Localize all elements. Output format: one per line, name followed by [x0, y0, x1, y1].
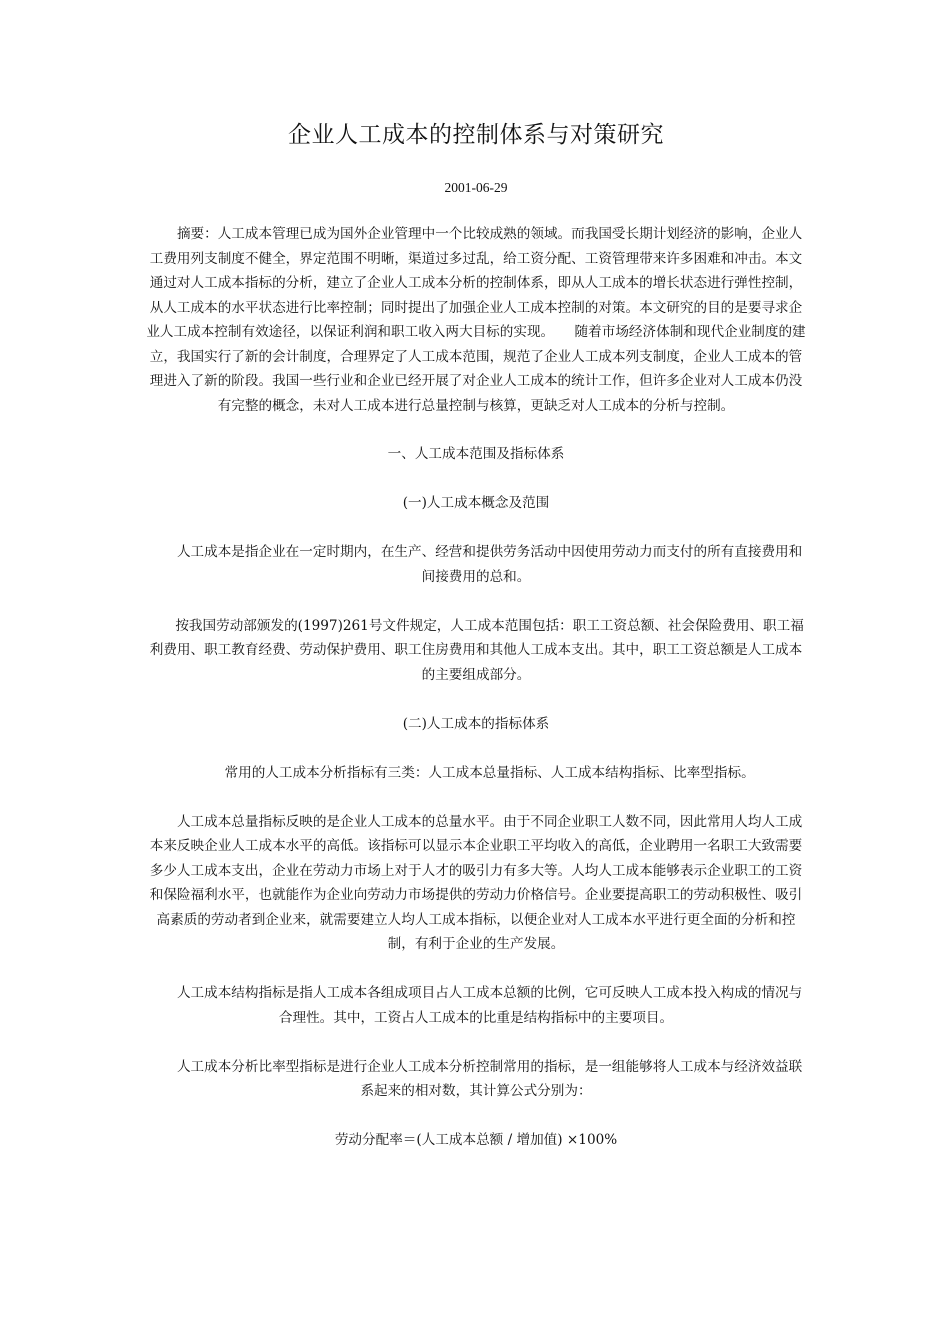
- formula-line: 劳动分配率＝(人工成本总额 / 增加值) ×100%: [334, 1132, 618, 1148]
- subsection-heading: (一)人工成本概念及范围: [402, 495, 550, 511]
- publish-date: 2001-06-29: [444, 180, 508, 195]
- definition-paragraph: 人工成本是指企业在一定时期内，在生产、经营和提供劳务活动中因使用劳动力而支付的所有直接费用和间接费用的总和。: [176, 544, 803, 585]
- ratio-indicator-paragraph: 人工成本分析比率型指标是进行企业人工成本分析控制常用的指标，是一组能够将人工成本与经济效益联系起来的相对数，其计算公式分别为：: [176, 1058, 803, 1099]
- document-title: 企业人工成本的控制体系与对策研究: [288, 122, 664, 148]
- total-indicator-paragraph: 人工成本总量指标反映的是企业人工成本的总量水平。由于不同企业职工人数不同，因此常用人均人工成本来反映企业人工成本水平的高低。该指标可以显示本企业职工平均收入的高低，企业聘用一名职工大致需要多少人工成本支出，企业在劳动力市场上对于人才的吸引力有多大等。人均人工成本能够表示企业职工的工资和保险福利水平，也就能作为企业向劳动力市场提供的劳动力价格信号。企业要提高职工的劳动积极性、吸引高素质的劳动者到企业来，就需要建立人均人工成本指标，以便企业对人工成本水平进行更全面的分析和控制，有利于企业的生产发展。: [149, 813, 803, 952]
- abstract-paragraph: 摘要：人工成本管理已成为国外企业管理中一个比较成熟的领域。而我国受长期计划经济的影响，企业人工费用列支制度不健全，界定范围不明晰，渠道过多过乱，给工资分配、工资管理带来许多困难和冲击。本文通过对人工成本指标的分析，建立了企业人工成本分析的控制体系，即从人工成本的增长状态进行弹性控制，从人工成本的水平状态进行比率控制；同时提出了加强企业人工成本控制的对策。本文研究的目的是要寻求企业人工成本控制有效途径，以保证利润和职工收入两大目标的实现。 随着市场经济体制和现代企业制度的建立，我国实行了新的会计制度，合理界定了人工成本范围，规范了企业人工成本列支制度，企业人工成本的管理进入了新的阶段。我国一些行业和企业已经开展了对企业人工成本的统计工作，但许多企业对人工成本仍没有完整的概念，未对人工成本进行总量控制与核算，更缺乏对人工成本的分析与控制。: [146, 226, 806, 414]
- section-heading: 一、人工成本范围及指标体系: [387, 446, 565, 462]
- structure-indicator-paragraph: 人工成本结构指标是指人工成本各组成项目占人工成本总额的比例，它可反映人工成本投入构成的情况与合理性。其中，工资占人工成本的比重是结构指标中的主要项目。: [176, 985, 803, 1026]
- indicator-types-paragraph: 常用的人工成本分析指标有三类：人工成本总量指标、人工成本结构指标、比率型指标。: [224, 764, 755, 781]
- scope-paragraph: 按我国劳动部颁发的(1997)261号文件规定，人工成本范围包括：职工工资总额、社会保险费用、职工福利费用、职工教育经费、劳动保护费用、职工住房费用和其他人工成本支出。其中，职工工资总额是人工成本的主要组成部分。: [149, 617, 804, 683]
- document-page: [145, 118, 807, 1153]
- subsection-heading: (二)人工成本的指标体系: [402, 715, 550, 732]
